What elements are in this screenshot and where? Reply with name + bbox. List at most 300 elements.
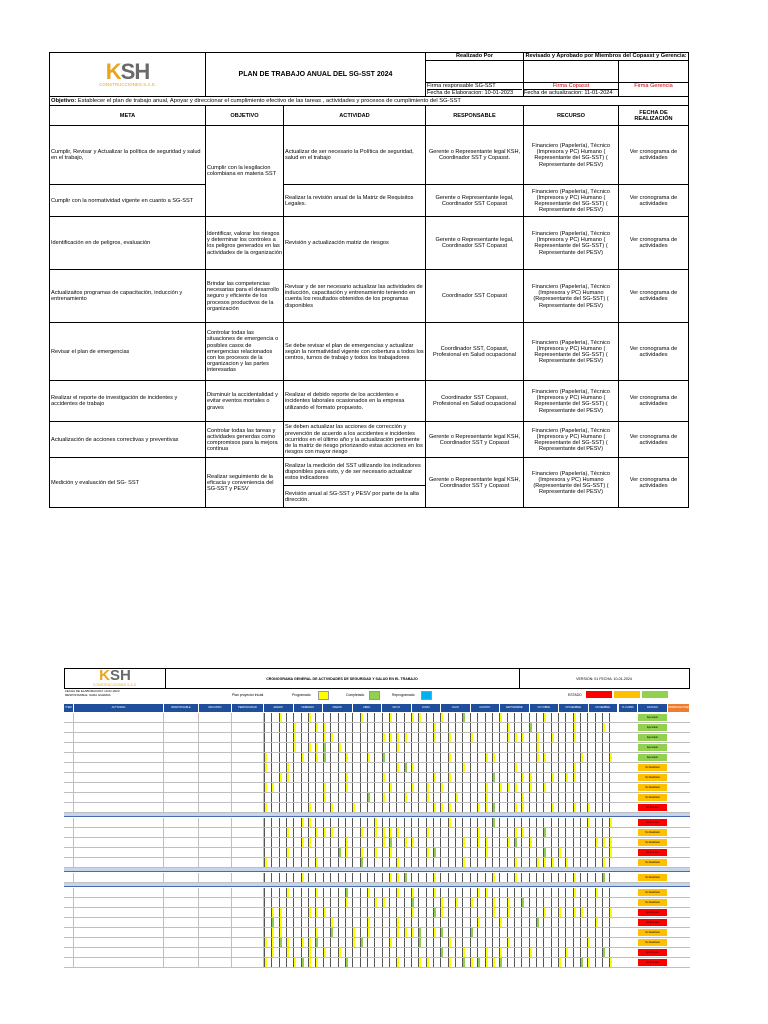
week-cell: [360, 733, 363, 742]
week-cell: [404, 873, 407, 882]
week-cell: [308, 773, 311, 782]
week-cell: [404, 818, 407, 827]
week-cell: [264, 858, 267, 867]
grid-cell: [232, 743, 264, 752]
week-cell: [477, 858, 480, 867]
week-cell: [595, 918, 598, 927]
week-cell: [602, 763, 605, 772]
week-cell: [389, 743, 392, 752]
grid-month-header: FEBRERO: [294, 704, 323, 712]
week-cell: [338, 733, 341, 742]
grid-cell: [64, 818, 74, 827]
week-cell: [286, 898, 289, 907]
week-cell: [352, 783, 355, 792]
week-cell: [404, 838, 407, 847]
week-cell: [602, 888, 605, 897]
week-cell: [558, 958, 561, 967]
week-cell: [418, 793, 421, 802]
grid-cell: [164, 838, 199, 847]
col-fecha: FECHA DE REALIZACIÓN: [619, 106, 689, 126]
week-cell: [345, 928, 348, 937]
week-cell: [264, 958, 267, 967]
week-cell: [404, 908, 407, 917]
week-cell: [462, 818, 465, 827]
week-cell: [374, 848, 377, 857]
week-cell: [271, 908, 274, 917]
week-cell: [293, 888, 296, 897]
grid-header-cell: ACTIVIDAD: [74, 704, 163, 712]
week-cell: [426, 958, 429, 967]
week-cell: [462, 828, 465, 837]
week-cell: [293, 828, 296, 837]
table-row: [64, 838, 690, 848]
grid-cell: [199, 828, 232, 837]
week-cell: [293, 818, 296, 827]
week-cell: [323, 938, 326, 947]
table-row: [64, 858, 690, 868]
week-cell: [448, 773, 451, 782]
table-row: [64, 743, 690, 753]
week-cell: [492, 783, 495, 792]
week-cell: [536, 928, 539, 937]
week-cell: [602, 818, 605, 827]
status-badge: No Realizado: [638, 774, 667, 781]
week-cell: [521, 848, 524, 857]
week-cell: [293, 743, 296, 752]
week-cell: [396, 888, 399, 897]
grid-cell: [74, 928, 164, 937]
section-divider: [64, 813, 690, 817]
week-cell: [529, 733, 532, 742]
week-cell: [551, 928, 554, 937]
week-cell: [477, 793, 480, 802]
week-cell: [514, 818, 517, 827]
week-cell: [551, 938, 554, 947]
grid-cell: [232, 828, 264, 837]
week-cell: [404, 848, 407, 857]
week-cell: [536, 773, 539, 782]
week-cell: [315, 838, 318, 847]
week-cell: [426, 793, 429, 802]
table-row: [64, 733, 690, 743]
week-cell: [418, 958, 421, 967]
week-cell: [499, 793, 502, 802]
week-cell: [521, 838, 524, 847]
week-cell: [418, 848, 421, 857]
week-cell: [271, 803, 274, 812]
status-badge: En Proceso: [638, 959, 667, 966]
grid-tail-header: % CUMPL: [619, 704, 637, 712]
week-cell: [396, 858, 399, 867]
week-cell: [345, 858, 348, 867]
week-cell: [396, 723, 399, 732]
week-cell: [551, 818, 554, 827]
grid-cell: [232, 918, 264, 927]
week-cell: [455, 928, 458, 937]
week-cell: [514, 733, 517, 742]
week-cell: [433, 948, 436, 957]
week-cell: [529, 948, 532, 957]
week-cell: [477, 928, 480, 937]
week-cell: [279, 723, 282, 732]
grid-cell: [199, 773, 232, 782]
week-cell: [470, 723, 473, 732]
week-cell: [374, 918, 377, 927]
week-cell: [389, 763, 392, 772]
week-cell: [308, 958, 311, 967]
week-cell: [411, 918, 414, 927]
week-cell: [543, 848, 546, 857]
week-cell: [286, 773, 289, 782]
week-cell: [609, 828, 612, 837]
plan-row: Actualización de acciones correctivas y preventivas Controlar todas las tareas y actividades generdas como compromisos para la mejora continua Se deben actualizar las acciones de corrección y prevención de acuerdo a los accidentes e incidentes ocurridos en el último año y la actualización pertinente de la matriz de riesgo priorizando estas acciones en los riesgos con mayor riesgo Gerente o Representante legal KSH, Coordinador SST y Copasst Financiero (Papelería), Técnico (Impresora y PC) Humano ( Representante del SG-SST) ( Representante del PESV) Ver cronograma de actividades: [50, 422, 689, 458]
week-cell: [521, 723, 524, 732]
week-cell: [360, 723, 363, 732]
week-cell: [308, 713, 311, 722]
week-cell: [440, 828, 443, 837]
week-cell: [485, 918, 488, 927]
firma-gerencia: Firma Gerencia: [619, 83, 689, 97]
week-cell: [477, 918, 480, 927]
week-cell: [426, 918, 429, 927]
week-cell: [602, 898, 605, 907]
week-cell: [529, 828, 532, 837]
week-cell: [485, 773, 488, 782]
week-cell: [352, 733, 355, 742]
week-cell: [352, 948, 355, 957]
week-cell: [477, 828, 480, 837]
week-cell: [609, 743, 612, 752]
week-cell: [558, 948, 561, 957]
week-cell: [330, 743, 333, 752]
week-cell: [514, 873, 517, 882]
week-cell: [271, 918, 274, 927]
week-cell: [507, 958, 510, 967]
week-cell: [338, 948, 341, 957]
week-cell: [455, 733, 458, 742]
week-cell: [536, 918, 539, 927]
week-cell: [345, 793, 348, 802]
week-cell: [323, 733, 326, 742]
week-cell: [485, 848, 488, 857]
week-cell: [286, 753, 289, 762]
week-cell: [492, 753, 495, 762]
grid-header-cell: RESPONSABLE: [164, 704, 198, 712]
week-cell: [264, 793, 267, 802]
week-cell: [374, 958, 377, 967]
week-cell: [529, 743, 532, 752]
week-cell: [286, 848, 289, 857]
week-cell: [330, 773, 333, 782]
grid-cell: [199, 753, 232, 762]
week-cell: [338, 753, 341, 762]
week-cell: [499, 803, 502, 812]
week-cell: [374, 828, 377, 837]
week-cell: [382, 858, 385, 867]
status-key-no-realizado: [586, 691, 612, 698]
week-cell: [492, 858, 495, 867]
week-cell: [448, 848, 451, 857]
week-cell: [374, 938, 377, 947]
week-cell: [426, 773, 429, 782]
week-cell: [396, 848, 399, 857]
schedule-sheet: [64, 668, 690, 1024]
week-cell: [536, 838, 539, 847]
week-cell: [514, 958, 517, 967]
grid-cell: [74, 848, 164, 857]
week-cell: [352, 793, 355, 802]
week-cell: [418, 873, 421, 882]
week-cell: [433, 818, 436, 827]
week-cell: [382, 783, 385, 792]
grid-cell: [199, 858, 232, 867]
week-cell: [382, 773, 385, 782]
week-cell: [514, 773, 517, 782]
week-cell: [440, 793, 443, 802]
week-cell: [433, 723, 436, 732]
week-cell: [455, 743, 458, 752]
week-cell: [587, 733, 590, 742]
week-cell: [345, 723, 348, 732]
week-cell: [602, 873, 605, 882]
grid-cell: [232, 908, 264, 917]
week-cell: [367, 918, 370, 927]
week-cell: [440, 763, 443, 772]
week-cell: [396, 743, 399, 752]
week-cell: [543, 743, 546, 752]
grid-cell: [232, 713, 264, 722]
week-cell: [330, 888, 333, 897]
week-cell: [609, 888, 612, 897]
week-cell: [448, 898, 451, 907]
col-responsable: RESPONSABLE: [426, 106, 524, 126]
grid-cell: [74, 723, 164, 732]
week-cell: [404, 888, 407, 897]
plan-row: Revisión anual al SG-SST y PESV por parte de la alta dirección.: [50, 486, 689, 508]
week-cell: [352, 858, 355, 867]
week-cell: [573, 838, 576, 847]
week-cell: [338, 793, 341, 802]
week-cell: [352, 753, 355, 762]
week-cell: [418, 733, 421, 742]
week-cell: [529, 818, 532, 827]
week-cell: [367, 733, 370, 742]
week-cell: [330, 958, 333, 967]
status-badge: En Proceso: [638, 849, 667, 856]
grid-cell: [64, 753, 74, 762]
week-cell: [558, 723, 561, 732]
week-cell: [315, 713, 318, 722]
week-cell: [507, 888, 510, 897]
grid-cell: [199, 723, 232, 732]
table-row: [64, 908, 690, 918]
week-cell: [543, 958, 546, 967]
week-cell: [389, 918, 392, 927]
week-cell: [440, 848, 443, 857]
week-cell: [426, 828, 429, 837]
week-cell: [462, 763, 465, 772]
week-cell: [323, 908, 326, 917]
status-badge: Ejecutado: [638, 724, 667, 731]
week-cell: [455, 818, 458, 827]
week-cell: [580, 888, 583, 897]
week-cell: [595, 948, 598, 957]
week-cell: [477, 848, 480, 857]
grid-cell: [199, 733, 232, 742]
week-cell: [360, 888, 363, 897]
week-cell: [499, 908, 502, 917]
week-cell: [315, 898, 318, 907]
week-cell: [418, 948, 421, 957]
week-cell: [271, 958, 274, 967]
week-cell: [338, 908, 341, 917]
week-cell: [507, 743, 510, 752]
week-cell: [499, 888, 502, 897]
week-cell: [330, 918, 333, 927]
week-cell: [411, 948, 414, 957]
week-cell: [301, 743, 304, 752]
week-cell: [286, 783, 289, 792]
week-cell: [330, 928, 333, 937]
week-cell: [293, 858, 296, 867]
week-cell: [514, 908, 517, 917]
week-cell: [514, 948, 517, 957]
week-cell: [543, 898, 546, 907]
grid-cell: [64, 958, 74, 967]
week-cell: [279, 803, 282, 812]
week-cell: [529, 753, 532, 762]
week-cell: [330, 873, 333, 882]
week-cell: [345, 873, 348, 882]
week-cell: [396, 783, 399, 792]
week-cell: [609, 858, 612, 867]
week-cell: [338, 888, 341, 897]
grid-cell: [164, 848, 199, 857]
week-cell: [323, 723, 326, 732]
week-cell: [418, 908, 421, 917]
week-cell: [565, 763, 568, 772]
week-cell: [338, 723, 341, 732]
week-cell: [573, 763, 576, 772]
week-cell: [521, 773, 524, 782]
week-cell: [485, 838, 488, 847]
week-cell: [595, 818, 598, 827]
week-cell: [499, 773, 502, 782]
week-cell: [308, 898, 311, 907]
week-cell: [367, 793, 370, 802]
week-cell: [382, 753, 385, 762]
week-cell: [418, 818, 421, 827]
week-cell: [580, 743, 583, 752]
week-cell: [301, 773, 304, 782]
grid-cell: [74, 918, 164, 927]
week-cell: [536, 733, 539, 742]
week-cell: [418, 753, 421, 762]
week-cell: [448, 723, 451, 732]
grid-cell: [164, 793, 199, 802]
grid-cell: [232, 848, 264, 857]
table-row: [64, 898, 690, 908]
week-cell: [499, 733, 502, 742]
week-cell: [551, 958, 554, 967]
grid-cell: [64, 838, 74, 847]
week-cell: [352, 773, 355, 782]
week-cell: [470, 908, 473, 917]
week-cell: [411, 733, 414, 742]
week-cell: [514, 828, 517, 837]
week-cell: [315, 793, 318, 802]
week-cell: [271, 793, 274, 802]
week-cell: [301, 908, 304, 917]
week-cell: [602, 928, 605, 937]
grid-cell: [199, 918, 232, 927]
week-cell: [396, 873, 399, 882]
week-cell: [360, 898, 363, 907]
week-cell: [411, 763, 414, 772]
legend-programado: Programado: [292, 693, 311, 697]
week-cell: [293, 918, 296, 927]
week-cell: [323, 838, 326, 847]
week-cell: [543, 873, 546, 882]
week-cell: [470, 753, 473, 762]
week-cell: [485, 828, 488, 837]
grid-cell: [164, 938, 199, 947]
week-cell: [440, 908, 443, 917]
week-cell: [315, 873, 318, 882]
week-cell: [301, 723, 304, 732]
grid-month-header: MAYO: [382, 704, 411, 712]
grid-cell: [164, 918, 199, 927]
week-cell: [499, 743, 502, 752]
week-cell: [543, 918, 546, 927]
week-cell: [330, 948, 333, 957]
week-cell: [492, 803, 495, 812]
week-cell: [543, 828, 546, 837]
week-cell: [609, 873, 612, 882]
status-badge: No Realizado: [638, 839, 667, 846]
grid-cell: [164, 948, 199, 957]
week-cell: [470, 783, 473, 792]
week-cell: [338, 828, 341, 837]
status-badge: En Proceso: [638, 819, 667, 826]
week-cell: [323, 828, 326, 837]
week-cell: [352, 873, 355, 882]
week-cell: [448, 908, 451, 917]
week-cell: [573, 938, 576, 947]
grid-cell: [232, 838, 264, 847]
week-cell: [418, 898, 421, 907]
week-cell: [521, 888, 524, 897]
week-cell: [595, 958, 598, 967]
week-cell: [382, 958, 385, 967]
week-cell: [455, 773, 458, 782]
week-cell: [345, 888, 348, 897]
week-cell: [404, 803, 407, 812]
week-cell: [330, 828, 333, 837]
grid-cell: [199, 743, 232, 752]
week-cell: [455, 793, 458, 802]
week-cell: [352, 818, 355, 827]
week-cell: [462, 753, 465, 762]
week-cell: [462, 723, 465, 732]
grid-cell: [164, 723, 199, 732]
week-cell: [418, 928, 421, 937]
grid-cell: [199, 948, 232, 957]
week-cell: [301, 753, 304, 762]
week-cell: [301, 803, 304, 812]
week-cell: [565, 753, 568, 762]
week-cell: [286, 918, 289, 927]
